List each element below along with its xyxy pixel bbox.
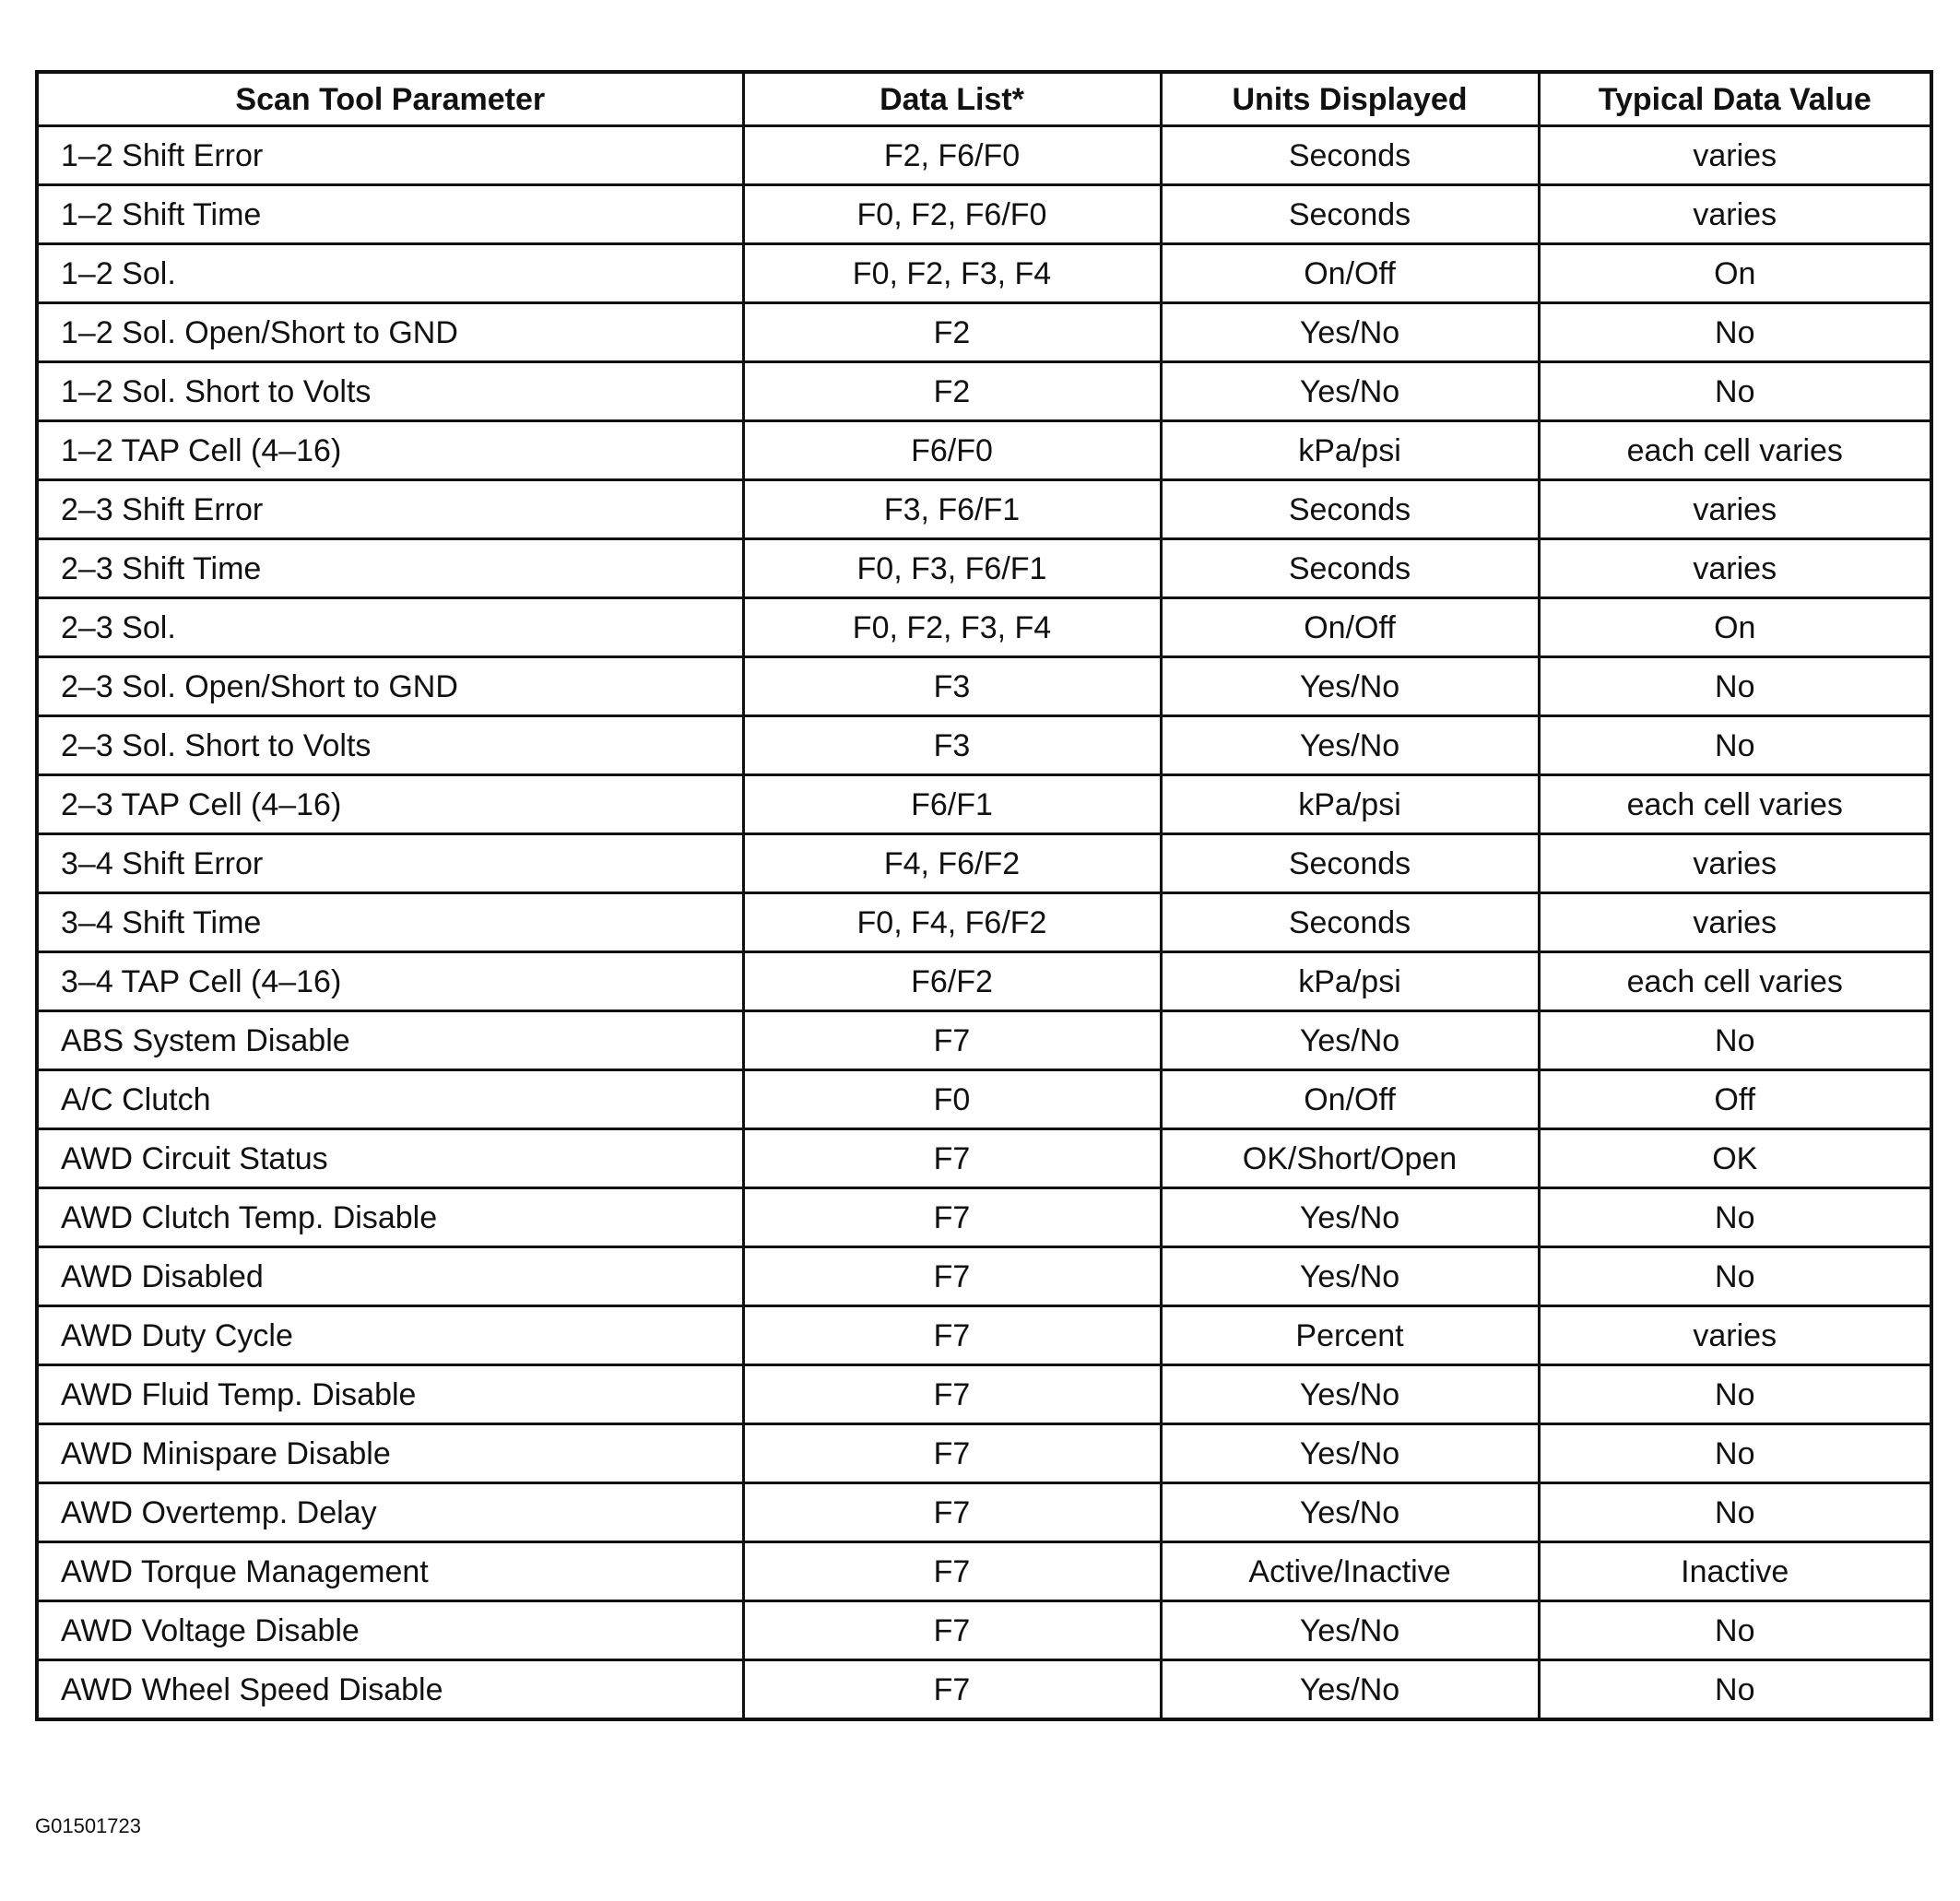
table-row — [37, 952, 1931, 1011]
cell-typical-value: No — [1539, 716, 1931, 775]
table-row — [37, 1483, 1931, 1542]
table-row — [37, 362, 1931, 421]
cell-typical-value: No — [1539, 1424, 1931, 1483]
cell-typical-value: No — [1539, 1660, 1931, 1720]
cell-data-list: F3 — [743, 716, 1161, 775]
cell-units: Yes/No — [1161, 1660, 1539, 1720]
cell-typical-value: Inactive — [1539, 1542, 1931, 1601]
cell-data-list: F7 — [743, 1483, 1161, 1542]
scan-tool-parameter-table — [35, 70, 1933, 1721]
table-row — [37, 1247, 1931, 1306]
cell-parameter: AWD Duty Cycle — [37, 1306, 743, 1365]
cell-parameter: AWD Minispare Disable — [37, 1424, 743, 1483]
cell-units: Yes/No — [1161, 1424, 1539, 1483]
cell-parameter: 3–4 Shift Time — [37, 893, 743, 952]
table-row — [37, 1660, 1931, 1720]
cell-data-list: F2, F6/F0 — [743, 126, 1161, 185]
table-row — [37, 1129, 1931, 1188]
cell-units: kPa/psi — [1161, 775, 1539, 834]
cell-data-list: F3 — [743, 657, 1161, 716]
cell-data-list: F0, F4, F6/F2 — [743, 893, 1161, 952]
table-row — [37, 716, 1931, 775]
table-row — [37, 480, 1931, 539]
cell-parameter: 3–4 Shift Error — [37, 834, 743, 893]
cell-units: Yes/No — [1161, 1188, 1539, 1247]
cell-units: On/Off — [1161, 598, 1539, 657]
cell-parameter: 3–4 TAP Cell (4–16) — [37, 952, 743, 1011]
table-row — [37, 1424, 1931, 1483]
cell-units: Yes/No — [1161, 657, 1539, 716]
scan-tool-data-sheet — [35, 70, 1930, 1721]
cell-units: Yes/No — [1161, 362, 1539, 421]
cell-parameter: 2–3 Sol. — [37, 598, 743, 657]
table-row — [37, 834, 1931, 893]
cell-parameter: AWD Wheel Speed Disable — [37, 1660, 743, 1720]
table-row — [37, 126, 1931, 185]
cell-typical-value: varies — [1539, 893, 1931, 952]
table-row — [37, 598, 1931, 657]
cell-units: Seconds — [1161, 480, 1539, 539]
cell-parameter: 2–3 Shift Time — [37, 539, 743, 598]
header-typical-data-value: Typical Data Value — [1539, 72, 1931, 126]
cell-data-list: F0, F2, F3, F4 — [743, 244, 1161, 303]
header-scan-tool-parameter: Scan Tool Parameter — [37, 72, 743, 126]
cell-data-list: F6/F1 — [743, 775, 1161, 834]
cell-parameter: 1–2 Shift Time — [37, 185, 743, 244]
cell-parameter: 1–2 Sol. Short to Volts — [37, 362, 743, 421]
cell-data-list: F6/F2 — [743, 952, 1161, 1011]
cell-typical-value: varies — [1539, 126, 1931, 185]
header-data-list: Data List* — [743, 72, 1161, 126]
cell-typical-value: each cell varies — [1539, 775, 1931, 834]
cell-data-list: F7 — [743, 1011, 1161, 1070]
cell-parameter: 1–2 TAP Cell (4–16) — [37, 421, 743, 480]
table-body — [37, 126, 1931, 1720]
cell-parameter: 1–2 Sol. — [37, 244, 743, 303]
cell-units: Seconds — [1161, 834, 1539, 893]
cell-typical-value: OK — [1539, 1129, 1931, 1188]
cell-typical-value: Off — [1539, 1070, 1931, 1129]
cell-data-list: F0 — [743, 1070, 1161, 1129]
cell-units: kPa/psi — [1161, 421, 1539, 480]
cell-units: Yes/No — [1161, 1483, 1539, 1542]
table-row — [37, 1070, 1931, 1129]
cell-units: Seconds — [1161, 185, 1539, 244]
cell-data-list: F7 — [743, 1306, 1161, 1365]
cell-data-list: F6/F0 — [743, 421, 1161, 480]
cell-data-list: F0, F2, F3, F4 — [743, 598, 1161, 657]
table-row — [37, 1188, 1931, 1247]
cell-units: Seconds — [1161, 893, 1539, 952]
cell-units: Seconds — [1161, 126, 1539, 185]
table-row — [37, 1365, 1931, 1424]
table-row — [37, 1011, 1931, 1070]
table-row — [37, 303, 1931, 362]
cell-parameter: 2–3 TAP Cell (4–16) — [37, 775, 743, 834]
cell-data-list: F2 — [743, 303, 1161, 362]
cell-typical-value: No — [1539, 1188, 1931, 1247]
cell-data-list: F7 — [743, 1365, 1161, 1424]
cell-typical-value: varies — [1539, 834, 1931, 893]
table-row — [37, 775, 1931, 834]
cell-units: Seconds — [1161, 539, 1539, 598]
cell-typical-value: No — [1539, 657, 1931, 716]
cell-typical-value: varies — [1539, 480, 1931, 539]
cell-parameter: ABS System Disable — [37, 1011, 743, 1070]
cell-units: On/Off — [1161, 244, 1539, 303]
cell-data-list: F7 — [743, 1129, 1161, 1188]
cell-units: Yes/No — [1161, 303, 1539, 362]
cell-typical-value: On — [1539, 244, 1931, 303]
cell-units: OK/Short/Open — [1161, 1129, 1539, 1188]
cell-typical-value: No — [1539, 1601, 1931, 1660]
cell-typical-value: varies — [1539, 539, 1931, 598]
cell-units: kPa/psi — [1161, 952, 1539, 1011]
table-row — [37, 539, 1931, 598]
table-row — [37, 185, 1931, 244]
cell-parameter: AWD Disabled — [37, 1247, 743, 1306]
cell-typical-value: No — [1539, 1365, 1931, 1424]
cell-typical-value: each cell varies — [1539, 952, 1931, 1011]
cell-typical-value: each cell varies — [1539, 421, 1931, 480]
cell-typical-value: varies — [1539, 1306, 1931, 1365]
cell-typical-value: varies — [1539, 185, 1931, 244]
cell-parameter: 1–2 Sol. Open/Short to GND — [37, 303, 743, 362]
table-row — [37, 1601, 1931, 1660]
table-header-row — [37, 72, 1931, 126]
cell-data-list: F3, F6/F1 — [743, 480, 1161, 539]
cell-parameter: AWD Fluid Temp. Disable — [37, 1365, 743, 1424]
cell-typical-value: No — [1539, 362, 1931, 421]
cell-typical-value: No — [1539, 303, 1931, 362]
table-row — [37, 421, 1931, 480]
cell-units: On/Off — [1161, 1070, 1539, 1129]
cell-typical-value: No — [1539, 1247, 1931, 1306]
cell-data-list: F2 — [743, 362, 1161, 421]
cell-data-list: F7 — [743, 1424, 1161, 1483]
cell-data-list: F0, F3, F6/F1 — [743, 539, 1161, 598]
cell-data-list: F0, F2, F6/F0 — [743, 185, 1161, 244]
cell-parameter: AWD Voltage Disable — [37, 1601, 743, 1660]
cell-parameter: 2–3 Sol. Open/Short to GND — [37, 657, 743, 716]
cell-data-list: F7 — [743, 1542, 1161, 1601]
cell-data-list: F7 — [743, 1660, 1161, 1720]
cell-typical-value: No — [1539, 1483, 1931, 1542]
header-units-displayed: Units Displayed — [1161, 72, 1539, 126]
cell-data-list: F4, F6/F2 — [743, 834, 1161, 893]
cell-parameter: A/C Clutch — [37, 1070, 743, 1129]
cell-parameter: 1–2 Shift Error — [37, 126, 743, 185]
cell-units: Yes/No — [1161, 716, 1539, 775]
cell-typical-value: On — [1539, 598, 1931, 657]
table-row — [37, 1306, 1931, 1365]
cell-parameter: AWD Circuit Status — [37, 1129, 743, 1188]
cell-parameter: 2–3 Sol. Short to Volts — [37, 716, 743, 775]
table-row — [37, 893, 1931, 952]
table-row — [37, 244, 1931, 303]
cell-typical-value: No — [1539, 1011, 1931, 1070]
cell-data-list: F7 — [743, 1188, 1161, 1247]
cell-parameter: AWD Overtemp. Delay — [37, 1483, 743, 1542]
cell-parameter: AWD Torque Management — [37, 1542, 743, 1601]
cell-units: Yes/No — [1161, 1601, 1539, 1660]
cell-units: Yes/No — [1161, 1011, 1539, 1070]
cell-data-list: F7 — [743, 1247, 1161, 1306]
cell-parameter: 2–3 Shift Error — [37, 480, 743, 539]
table-row — [37, 1542, 1931, 1601]
cell-data-list: F7 — [743, 1601, 1161, 1660]
cell-units: Active/Inactive — [1161, 1542, 1539, 1601]
cell-units: Percent — [1161, 1306, 1539, 1365]
figure-id: G01501723 — [35, 1814, 141, 1837]
cell-units: Yes/No — [1161, 1247, 1539, 1306]
table-row — [37, 657, 1931, 716]
cell-parameter: AWD Clutch Temp. Disable — [37, 1188, 743, 1247]
cell-units: Yes/No — [1161, 1365, 1539, 1424]
